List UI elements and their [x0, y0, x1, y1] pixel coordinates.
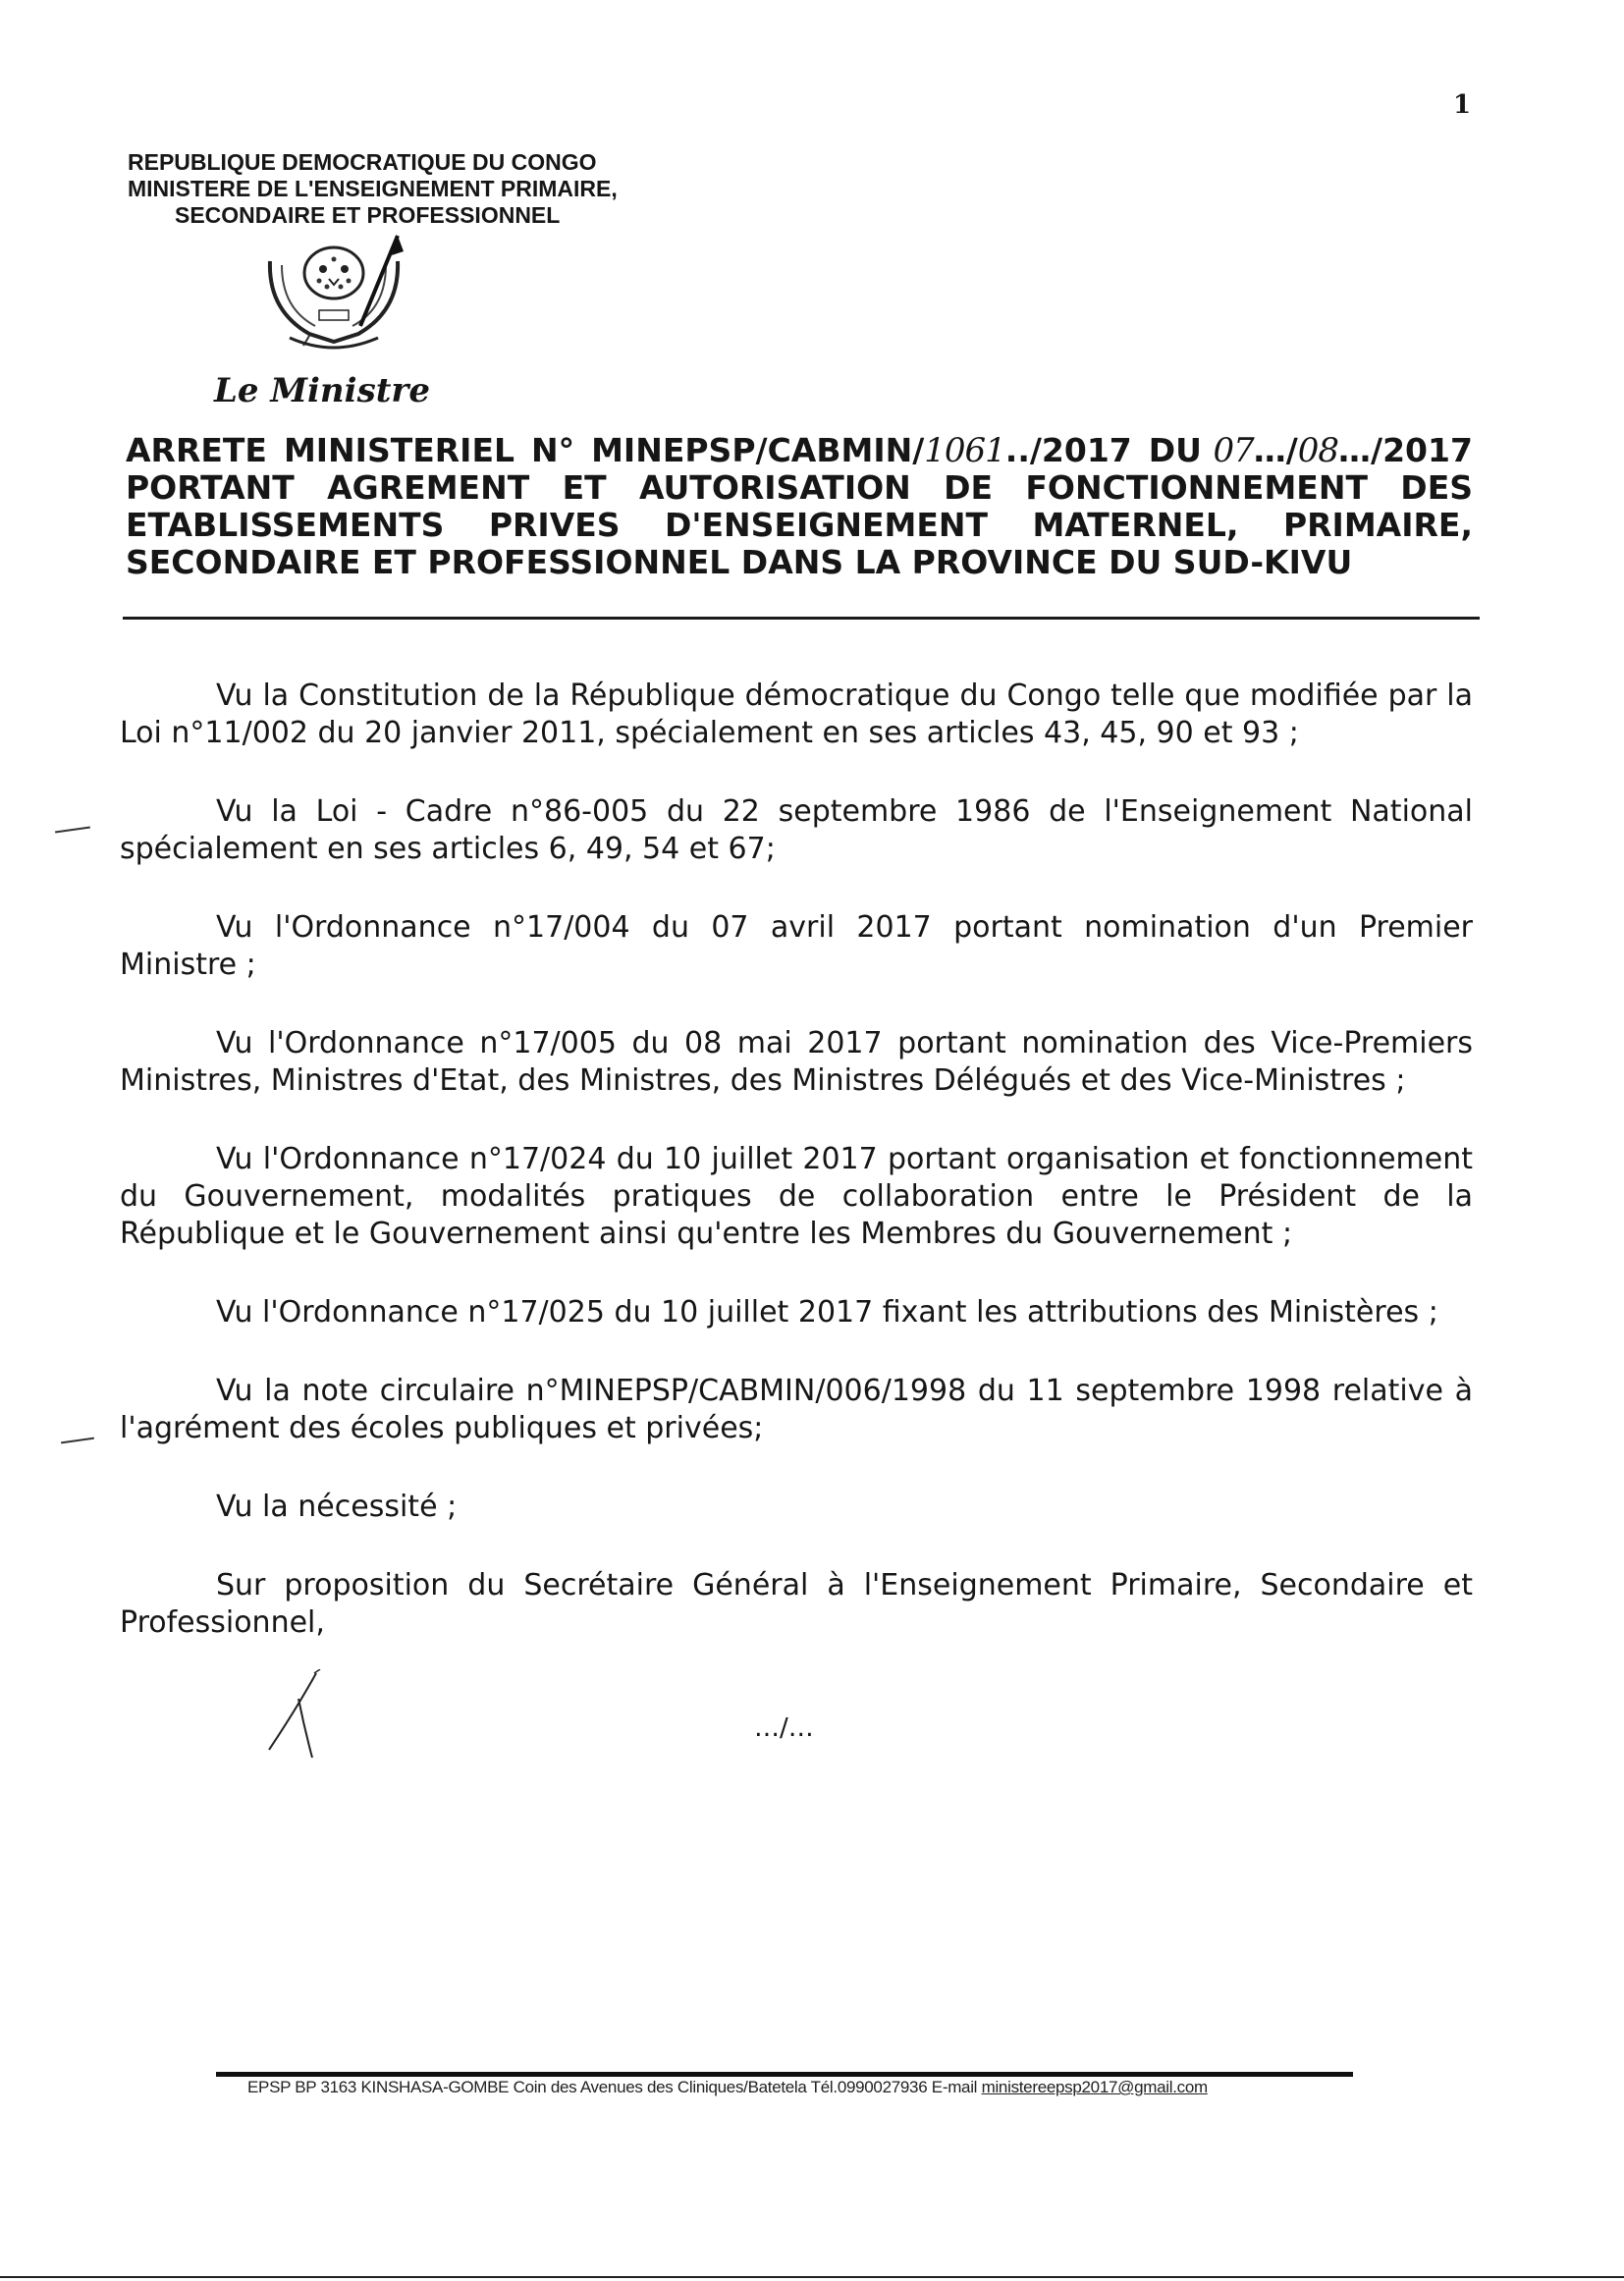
- title-line-2: [126, 469, 1473, 507]
- scan-edge: [0, 2276, 1624, 2278]
- title-word: DES: [1400, 468, 1473, 507]
- letterhead-ministry-continued: SECONDAIRE ET PROFESSIONNEL: [175, 202, 561, 228]
- paragraph-ordonnance-17-025: Vu l'Ordonnance n°17/025 du 10 juillet 2017 fixant les attributions des Ministères ;: [216, 1295, 1438, 1330]
- handwritten-decree-number: 1061: [924, 431, 1005, 470]
- letterhead-country: REPUBLIQUE DEMOCRATIQUE DU CONGO: [128, 149, 597, 175]
- margin-mark: [61, 1438, 94, 1444]
- title-word: N°: [531, 431, 575, 469]
- signatory-title: Le Ministre: [214, 371, 430, 410]
- paragraph-loi-cadre: Vu la Loi - Cadre n°86-005 du 22 septembre 1986 de l'Enseignement National spécialement en ses articles 6, 49, 54 et 67;: [120, 794, 1473, 866]
- title-word: MATERNEL,: [1032, 506, 1239, 544]
- title-word: PRIVES: [488, 506, 621, 544]
- paragraph-ordonnance-17-005: Vu l'Ordonnance n°17/005 du 08 mai 2017 portant nomination des Vice-Premiers Ministres, Ministres d'Etat, des Ministres, des Ministres Délégués et des Vice-Ministres ;: [120, 1026, 1473, 1098]
- title-word: ETABLISSEMENTS: [126, 506, 445, 544]
- decree-title: [126, 432, 1473, 581]
- decree-date: DU 07…/08…/2017: [1148, 431, 1473, 470]
- title-line-4: SECONDAIRE ET PROFESSIONNEL DANS LA PROVINCE DU SUD-KIVU: [126, 543, 1353, 581]
- footer-rule: [216, 2072, 1353, 2077]
- title-word: AGREMENT: [327, 468, 530, 507]
- coat-of-arms-icon: [250, 232, 417, 357]
- footer-address: EPSP BP 3163 KINSHASA-GOMBE Coin des Avenues des Cliniques/Batetela Tél.0990027936 E-mail ministereepsp2017@gmail.com: [247, 2078, 1208, 2096]
- title-word: DE: [944, 468, 994, 507]
- paragraph-proposition: Sur proposition du Secrétaire Général à l'Enseignement Primaire, Secondaire et Professionnel,: [120, 1568, 1473, 1640]
- footer-email: ministereepsp2017@gmail.com: [981, 2078, 1208, 2096]
- title-underline: [123, 617, 1480, 620]
- initials-signature-icon: [257, 1669, 355, 1767]
- continuation-mark: …/…: [754, 1713, 814, 1743]
- title-word: ARRETE: [126, 431, 267, 469]
- margin-mark: [55, 827, 90, 834]
- title-word: PRIMAIRE,: [1282, 506, 1473, 544]
- title-word: PORTANT: [126, 468, 295, 507]
- title-word: FONCTIONNEMENT: [1025, 468, 1368, 507]
- title-word: D'ENSEIGNEMENT: [665, 506, 989, 544]
- title-word: MINISTERIEL: [283, 431, 515, 469]
- paragraph-necessite: Vu la nécessité ;: [216, 1490, 458, 1524]
- letterhead-ministry: MINISTERE DE L'ENSEIGNEMENT PRIMAIRE,: [128, 176, 618, 201]
- paragraph-ordonnance-17-024: Vu l'Ordonnance n°17/024 du 10 juillet 2017 portant organisation et fonctionnement du Gouvernement, modalités pratiques de collaboration entre le Président de la République et le Gouvernement ainsi qu'entre les Membres du Gouvernement ;: [120, 1142, 1473, 1251]
- title-word: ET: [562, 468, 607, 507]
- preamble: [120, 678, 1473, 1642]
- decree-reference: MINEPSP/CABMIN/1061../2017: [591, 431, 1132, 470]
- title-line-3: [126, 507, 1473, 544]
- paragraph-ordonnance-17-004: Vu l'Ordonnance n°17/004 du 07 avril 2017 portant nomination d'un Premier Ministre ;: [120, 910, 1473, 982]
- letterhead: [128, 149, 618, 229]
- handwritten-month: 08: [1297, 431, 1339, 470]
- page-number: 1: [1453, 90, 1472, 120]
- paragraph-constitution: Vu la Constitution de la République démocratique du Congo telle que modifiée par la Loi n°11/002 du 20 janvier 2011, spécialement en ses articles 43, 45, 90 et 93 ;: [120, 679, 1473, 750]
- title-line-1: [126, 432, 1473, 469]
- handwritten-day: 07: [1213, 431, 1254, 470]
- paragraph-note-circulaire: Vu la note circulaire n°MINEPSP/CABMIN/006/1998 du 11 septembre 1998 relative à l'agrément des écoles publiques et privées;: [120, 1374, 1473, 1445]
- title-word: AUTORISATION: [638, 468, 911, 507]
